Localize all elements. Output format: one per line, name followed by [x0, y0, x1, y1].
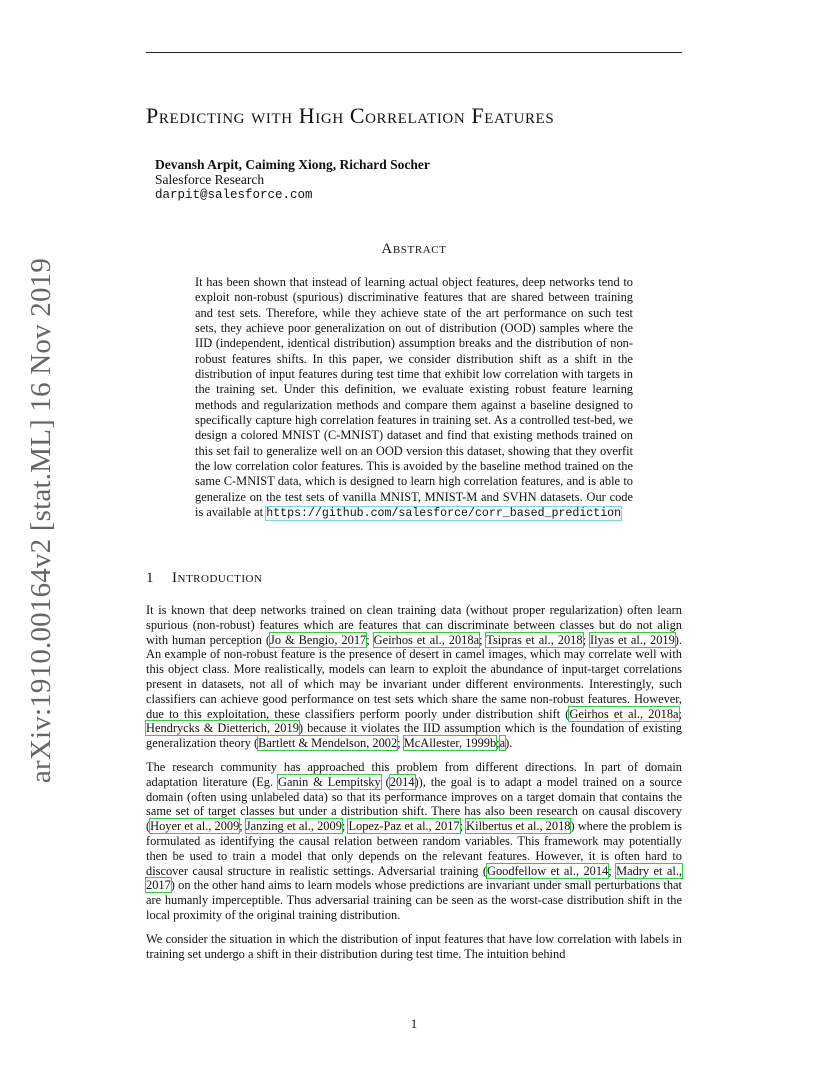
text-run: ) where the problem is formulated as identifying the causal relation between random variables. This framework may potentially then be used to train a model that only depends on the relevant features. However, it is often hard to discover causal structure in realistic settings. Adversarial training (	[146, 819, 682, 878]
citation-link[interactable]: Bartlett & Mendelson, 2002	[258, 736, 398, 751]
separator: (	[380, 774, 390, 789]
arxiv-sidebar	[18, 257, 66, 783]
separator: ;	[608, 863, 617, 878]
top-rule	[146, 52, 682, 53]
paragraph-1	[146, 603, 682, 751]
citation-link[interactable]: Kilbertus et al., 2018	[466, 819, 571, 834]
text-run: ).	[505, 736, 513, 751]
citation-link[interactable]: Jo & Bengio, 2017	[270, 632, 367, 647]
author-email: darpit@salesforce.com	[155, 188, 313, 202]
text-run: ) because it violates the IID assumption which is the foundation of existing generalization theory (	[146, 721, 682, 751]
separator: ;	[479, 632, 487, 647]
text-run: It is known that deep networks trained on clean training data (without proper regularization) often learn spurious (non-robust) features which are features that can discriminate between classes but do not align with human perception (	[146, 603, 682, 647]
separator: ;	[678, 706, 682, 721]
separator: ;	[341, 819, 349, 834]
separator: ;	[496, 736, 500, 751]
separator: ;	[239, 819, 246, 834]
text-run: The research community has approached this problem from different directions. In part of domain adaptation literature (Eg.	[146, 759, 682, 789]
separator: ;	[366, 632, 374, 647]
introduction-body	[146, 603, 682, 970]
text-run: ). An example of non-robust feature is the presence of desert in camel images, which may correlate well with this object class. More realistically, models can learn to exploit the abundance of input-target correlations present in datasets, not all of which may be invariant under different environments. Interestingly, such classifiers can achieve good performance on test sets which share the same non-robust features. However, due to this exploitation, these classifiers perform poorly under distribution shift (	[146, 632, 683, 721]
section-name: Introduction	[172, 570, 263, 586]
separator: ;	[582, 632, 590, 647]
paragraph-2	[146, 760, 682, 923]
citation-link[interactable]: a	[499, 736, 506, 751]
text-run: ) on the other hand aims to learn models whose predictions are invariant under small perturbations that are humanly imperceptible. Thus adversarial training can be seen as the worst-case distribution shift in the local proximity of the original training distribution.	[146, 878, 682, 922]
paragraph-3: We consider the situation in which the distribution of input features that have low correlation with labels in training set undergo a shift in their distribution during test time. The intuition behind	[146, 931, 682, 961]
section-number: 1	[146, 570, 154, 586]
abstract-heading: Abstract	[381, 241, 447, 257]
arxiv-identifier: arXiv:1910.00164v2 [stat.ML] 16 Nov 2019	[25, 257, 58, 783]
abstract-body	[195, 275, 633, 522]
citation-link[interactable]: Hendrycks & Dietterich, 2019	[146, 721, 299, 736]
code-link[interactable]: https://github.com/salesforce/corr_based_prediction	[266, 507, 622, 521]
separator: ;	[459, 819, 467, 834]
separator: ;	[397, 736, 404, 751]
citation-link[interactable]: 2014	[389, 774, 415, 789]
citation-link[interactable]: Tsipras et al., 2018	[486, 632, 583, 647]
citation-link[interactable]: Geirhos et al., 2018a	[569, 706, 679, 721]
author-list: Devansh Arpit, Caiming Xiong, Richard Socher	[155, 157, 430, 172]
affiliation: Salesforce Research	[155, 172, 265, 187]
paper-title: Predicting with High Correlation Features	[146, 103, 555, 128]
citation-link[interactable]: Janzing et al., 2009	[245, 819, 342, 834]
citation-link[interactable]: Ganin & Lempitsky	[278, 774, 381, 789]
abstract-text: It has been shown that instead of learning actual object features, deep networks tend to exploit non-robust (spurious) discriminative features that are shared between training and test sets. Therefore, while they achieve state of the art performance on such test sets, they achieve poor generalization on out of distribution (OOD) samples where the IID (independent, identical distribution) assumption breaks and the distribution of non-robust features shifts. In this paper, we consider distribution shift as a shift in the distribution of input features during test time that exhibit low correlation with targets in the training set. Under this definition, we evaluate existing robust feature learning methods and regularization methods and compare them against a baseline designed to specifically capture high correlation features in training set. As a controlled test-bed, we design a colored MNIST (C-MNIST) dataset and find that existing methods trained on this set fail to generalize well on an OOD version this dataset, showing that they overfit the low correlation color features. This is avoided by the baseline method trained on the same C-MNIST data, which is designed to learn high correlation features, and is able to generalize on the test sets of vanilla MNIST, MNIST-M and SVHN datasets. Our code is available at	[195, 275, 633, 520]
citation-link[interactable]: Ilyas et al., 2019	[589, 632, 675, 647]
citation-link[interactable]: Madry et al., 2017	[146, 863, 682, 893]
text-run: )), the goal is to adapt a model trained on a source domain (often using unlabeled data) so that its performance improves on a target domain that contains the same set of target classes but under a distribution shift. There has also been research on causal discovery (	[146, 774, 682, 834]
citation-link[interactable]: Hoyer et al., 2009	[150, 819, 240, 834]
section-heading	[146, 570, 262, 587]
citation-link[interactable]: Geirhos et al., 2018a	[373, 632, 480, 647]
citation-link[interactable]: Goodfellow et al., 2014	[487, 863, 609, 878]
citation-link[interactable]: Lopez-Paz et al., 2017	[348, 819, 460, 834]
citation-link[interactable]: McAllester, 1999b	[403, 736, 497, 751]
page-number: 1	[410, 1016, 418, 1031]
